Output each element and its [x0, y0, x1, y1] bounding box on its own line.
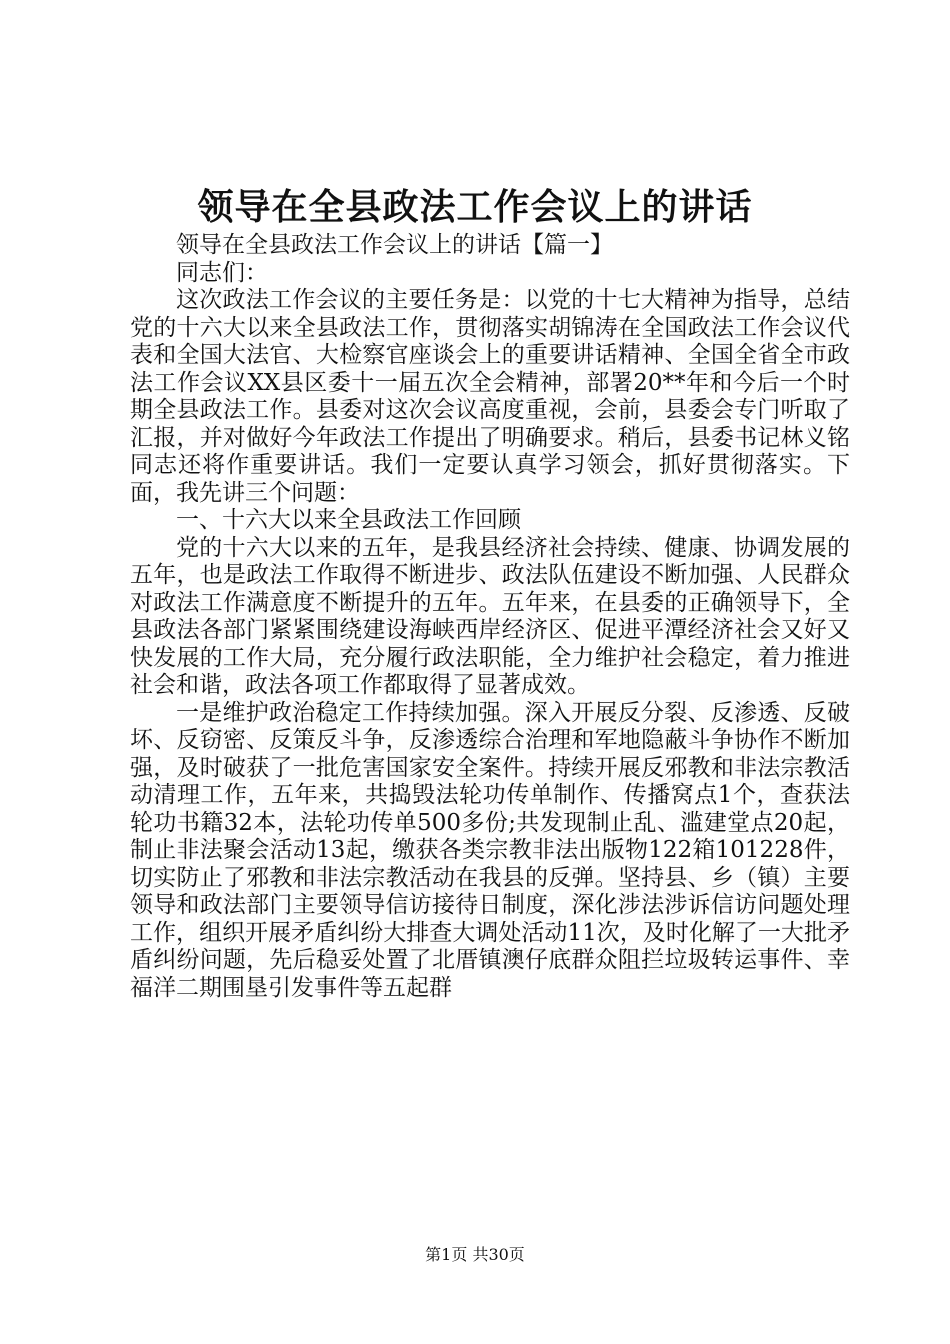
page-number: 第1页 共30页 [425, 1245, 525, 1264]
document-title: 领导在全县政法工作会议上的讲话 [197, 186, 753, 228]
paragraph-intro: 这次政法工作会议的主要任务是：以党的十七大精神为指导，总结党的十六大以来全县政法工作，贯彻落实胡锦涛在全国政法工作会议代表和全国大法官、大检察官座谈会上的重要讲话精神、全国全省全市政法工作会议XX县区委十一届五次全会精神，部署20**年和今后一个时期全县政法工作。县委对这次会议高度重视，会前，县委会专门听取了汇报，并对做好今年政法工作提出了明确要求。稍后，县委书记林义铭同志还将作重要讲话。我们一定要认真学习领会，抓好贯彻落实。下面，我先讲三个问题： [130, 287, 850, 506]
document-body [130, 232, 850, 1002]
section-heading: 一、十六大以来全县政法工作回顾 [176, 507, 521, 533]
paragraph-stability: 一是维护政治稳定工作持续加强。深入开展反分裂、反渗透、反破坏、反窃密、反策反斗争，反渗透综合治理和军地隐蔽斗争协作不断加强，及时破获了一批危害国家安全案件。持续开展反邪教和非法宗教活动清理工作，五年来，共捣毁法轮功传单制作、传播窝点1个，查获法轮功书籍32本，法轮功传单500多份;共发现制止乱、滥建堂点20起，制止非法聚会活动13起，缴获各类宗教非法出版物122箱101228件，切实防止了邪教和非法宗教活动在我县的反弹。坚持县、乡（镇）主要领导和政法部门主要领导信访接待日制度，深化涉法涉诉信访问题处理工作，组织开展矛盾纠纷大排查大调处活动11次，及时化解了一大批矛盾纠纷问题，先后稳妥处置了北厝镇澳仔底群众阻拦垃圾转运事件、幸福洋二期围垦引发事件等五起群 [130, 699, 850, 1001]
paragraph-subtitle: 领导在全县政法工作会议上的讲话【篇一】 [176, 232, 613, 258]
paragraph-salutation: 同志们： [176, 259, 268, 286]
paragraph-review: 党的十六大以来的五年，是我县经济社会持续、健康、协调发展的五年，也是政法工作取得不断进步、政法队伍建设不断加强、人民群众对政法工作满意度不断提升的五年。五年来，在县委的正确领导下，全县政法各部门紧紧围绕建设海峡西岸经济区、促进平潭经济社会又好又快发展的工作大局，充分履行政法职能，全力维护社会稳定，着力推进社会和谐，政法各项工作都取得了显著成效。 [130, 534, 850, 698]
